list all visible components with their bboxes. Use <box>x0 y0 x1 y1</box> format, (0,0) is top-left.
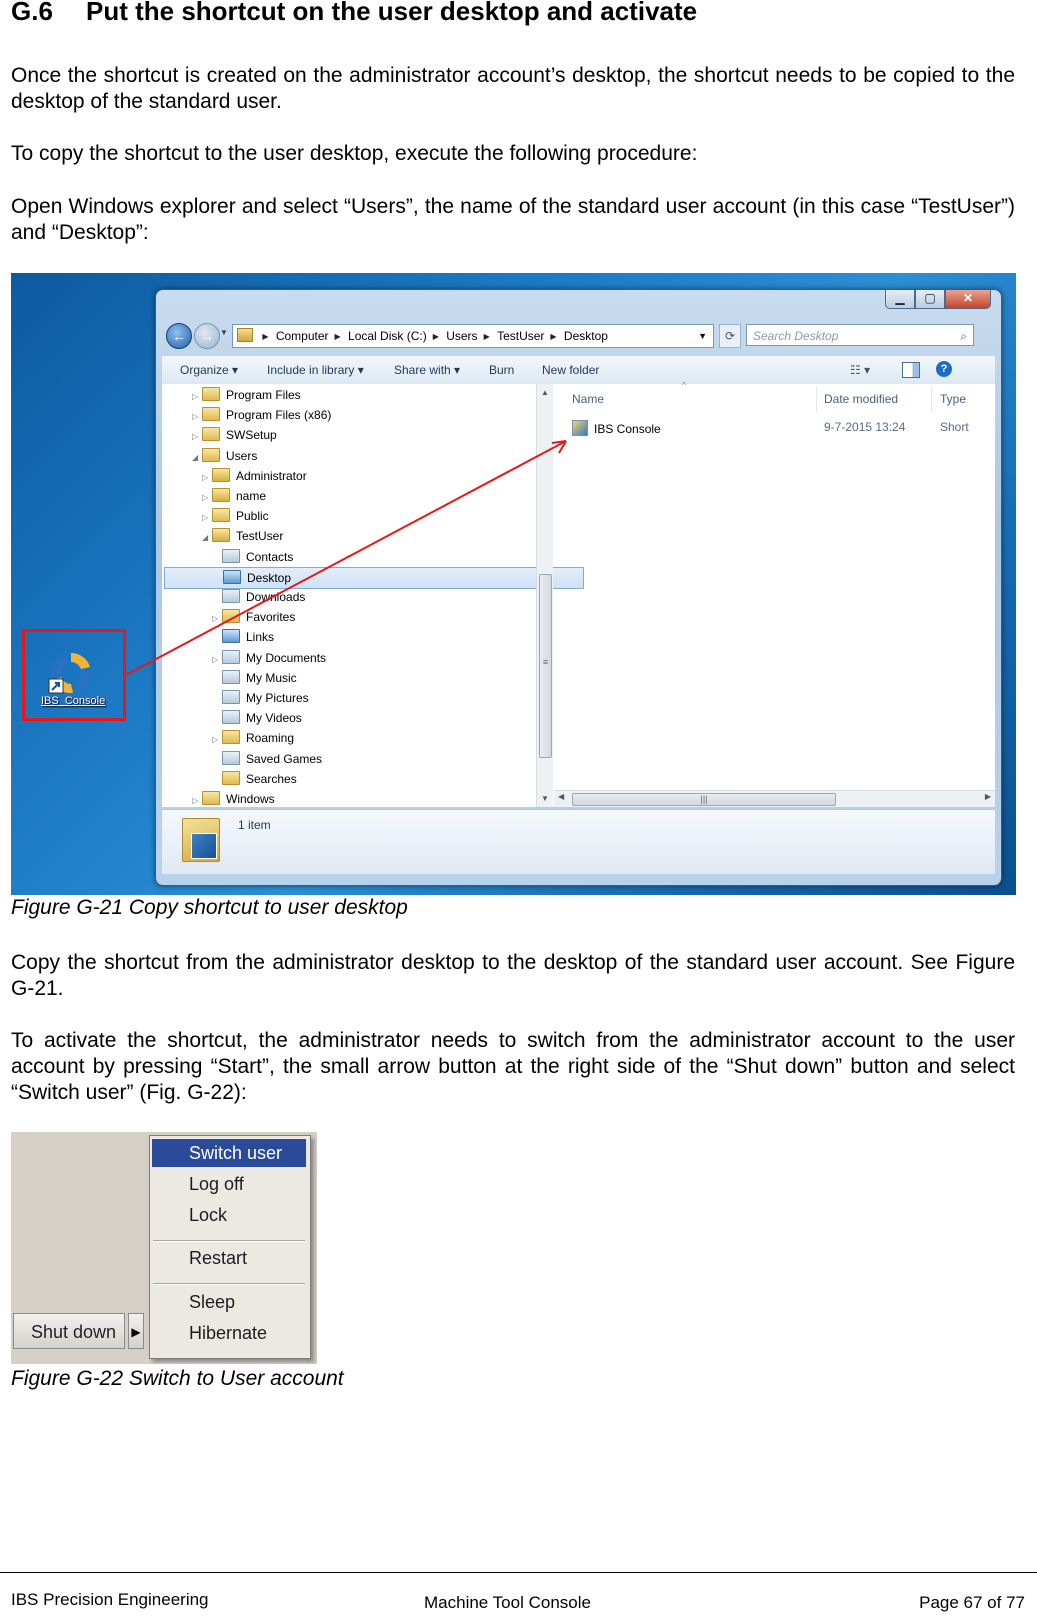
footer-product: Machine Tool Console <box>424 1593 591 1612</box>
tree-item-label: Roaming <box>246 731 295 746</box>
tree-item-label: Program Files (x86) <box>226 408 332 423</box>
expand-toggle-icon[interactable]: ▷ <box>202 493 209 502</box>
desktop-icon-label[interactable]: IBS_Console <box>41 695 106 707</box>
tree-item-label: Users <box>226 448 258 463</box>
menu-separator <box>153 1240 305 1242</box>
tree-item-label: Public <box>236 509 269 524</box>
expand-toggle-icon[interactable]: ▷ <box>192 392 199 401</box>
refresh-icon[interactable]: ⟳ <box>719 324 741 348</box>
search-icon: ⌕ <box>960 329 967 343</box>
include-in-library-button[interactable]: Include in library ▾ <box>267 363 364 377</box>
tree-item-label: My Videos <box>246 711 302 726</box>
section-number: G.6 <box>11 0 53 26</box>
address-dropdown-icon[interactable]: ▼ <box>698 331 707 341</box>
close-button[interactable]: ✕ <box>945 290 991 309</box>
view-options-icon[interactable]: ☷ ▾ <box>850 363 871 377</box>
menu-item-log-off[interactable]: Log off <box>189 1174 244 1194</box>
tree-item-label: My Music <box>246 670 297 685</box>
menu-separator <box>153 1283 305 1285</box>
file-type: Short <box>940 420 969 434</box>
paragraph-copy-shortcut: Copy the shortcut from the administrator desktop to the desktop of the standard user account. See Figure G-21. <box>11 951 1015 1000</box>
figure-copy-shortcut <box>11 273 1016 895</box>
recent-pages-icon[interactable]: ▼ <box>220 328 228 337</box>
search-input[interactable]: Search Desktop ⌕ <box>746 324 974 346</box>
footer-company: IBS Precision Engineering <box>11 1590 209 1609</box>
tree-scroll-thumb[interactable]: ≡ <box>539 574 552 758</box>
tree-item-label: My Documents <box>246 650 327 665</box>
shut-down-button[interactable]: Shut down <box>13 1313 125 1349</box>
file-date: 9-7-2015 13:24 <box>824 420 906 434</box>
expand-toggle-icon[interactable]: ▷ <box>192 796 199 805</box>
breadcrumb-local-disk[interactable]: Local Disk (C:) <box>348 329 427 343</box>
expand-toggle-icon[interactable]: ◢ <box>192 452 199 462</box>
tree-item-label: name <box>236 489 267 503</box>
shutdown-menu <box>149 1135 311 1359</box>
tree-item-label: Windows <box>226 792 275 806</box>
file-name: IBS Console <box>594 422 661 436</box>
breadcrumb-users[interactable]: Users <box>446 329 478 343</box>
column-date-modified[interactable]: Date modified <box>824 392 899 406</box>
column-type[interactable]: Type <box>940 392 967 406</box>
paragraph-procedure: To copy the shortcut to the user desktop, execute the following procedure: <box>11 142 698 165</box>
tree-item-label: Saved Games <box>246 751 323 766</box>
section-title: Put the shortcut on the user desktop and activate <box>86 0 698 26</box>
tree-item-label: Administrator <box>236 468 307 483</box>
file-list-hscrollbar[interactable]: ◀ ||| ▶ <box>554 790 995 807</box>
shutdown-arrow-button[interactable]: ▶ <box>128 1313 144 1349</box>
figure1-caption: Figure G-21 Copy shortcut to user desktop <box>11 896 408 919</box>
file-list-scroll-thumb[interactable]: ||| <box>572 793 836 806</box>
tree-item-label: Program Files <box>226 388 301 402</box>
item-count: 1 item <box>238 818 271 832</box>
menu-item-sleep[interactable]: Sleep <box>189 1292 236 1312</box>
menu-item-hibernate[interactable]: Hibernate <box>189 1323 268 1343</box>
tree-item-label: Searches <box>246 771 297 786</box>
expand-toggle-icon[interactable]: ▷ <box>202 513 209 523</box>
paragraph-open-explorer: Open Windows explorer and select “Users”, the name of the standard user account (in this case “TestUser”) and “Desktop”: <box>11 195 1015 244</box>
breadcrumb-testuser[interactable]: TestUser <box>497 329 545 343</box>
expand-toggle-icon[interactable]: ▷ <box>202 472 209 482</box>
maximize-button[interactable]: ▢ <box>915 290 945 309</box>
expand-toggle-icon[interactable]: ▷ <box>212 735 219 745</box>
burn-button[interactable]: Burn <box>489 363 515 377</box>
breadcrumb-desktop[interactable]: Desktop <box>563 329 608 343</box>
footer-divider <box>0 1572 1037 1573</box>
expand-toggle-icon[interactable]: ▷ <box>192 432 199 442</box>
help-icon[interactable]: ? <box>936 361 952 377</box>
tree-item-label: Downloads <box>246 590 306 604</box>
paragraph-activate: To activate the shortcut, the administrator needs to switch from the administrator account to the user account by pressing “Start”, the small arrow button at the right side of the “Shut down” button and select “Switch user” (Fig. G-22): <box>11 1029 1015 1104</box>
organize-button[interactable]: Organize ▾ <box>180 363 239 377</box>
forward-button[interactable]: → <box>194 323 220 349</box>
expand-toggle-icon[interactable]: ▷ <box>212 614 219 624</box>
expand-toggle-icon[interactable]: ◢ <box>202 533 209 543</box>
tree-item-label: Desktop <box>247 570 292 585</box>
tree-item-label: SWSetup <box>226 428 277 443</box>
paragraph-intro: Once the shortcut is created on the administrator account’s desktop, the shortcut needs to be copied to the desktop of the standard user. <box>11 64 1015 113</box>
share-with-button[interactable]: Share with ▾ <box>394 363 461 377</box>
copy-arrow <box>11 273 1016 895</box>
back-button[interactable]: ← <box>166 323 192 349</box>
expand-toggle-icon[interactable]: ▷ <box>212 654 219 664</box>
minimize-button[interactable]: ▁ <box>885 290 915 309</box>
tree-scrollbar[interactable]: ▲ ≡ ▼ <box>536 384 553 807</box>
menu-item-restart[interactable]: Restart <box>189 1248 248 1268</box>
new-folder-button[interactable]: New folder <box>542 363 600 377</box>
sort-arrow-icon: ^ <box>682 380 687 390</box>
figure-switch-user <box>11 1132 317 1364</box>
tree-item-label: Contacts <box>246 549 294 564</box>
tree-item-label: TestUser <box>236 529 284 544</box>
menu-item-lock[interactable]: Lock <box>189 1205 228 1225</box>
column-name[interactable]: Name <box>572 392 605 406</box>
address-bar[interactable]: ▶ Computer ▶ Local Disk (C:) ▶ Users ▶ TestUser ▶ Desktop ▼ <box>232 324 714 348</box>
breadcrumb-computer[interactable]: Computer <box>275 329 329 343</box>
menu-item-switch-user[interactable]: Switch user <box>152 1139 306 1167</box>
section-heading <box>11 0 697 27</box>
tree-item-label: My Pictures <box>246 691 309 705</box>
footer-page: Page 67 of 77 <box>919 1593 1025 1612</box>
tree-item-label: Favorites <box>246 610 296 625</box>
figure2-caption: Figure G-22 Switch to User account <box>11 1367 344 1390</box>
expand-toggle-icon[interactable]: ▷ <box>192 412 199 422</box>
tree-item-label: Links <box>246 630 275 645</box>
